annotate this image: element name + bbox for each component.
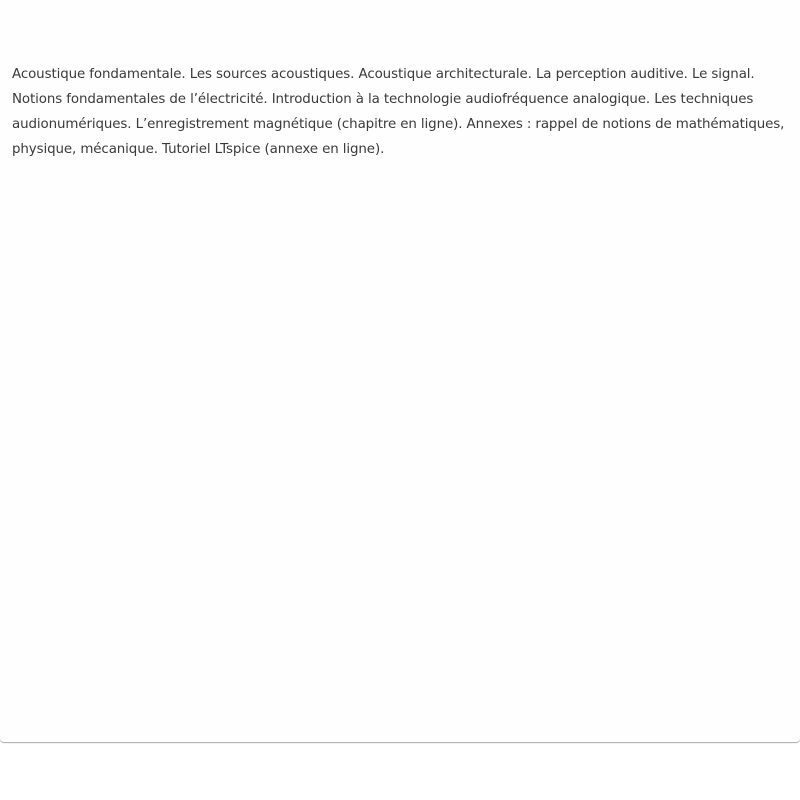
book-description: Acoustique fondamentale. Les sources acoustiques. Acoustique architecturale. La perception auditive. Le signal. Notions fondamentales de l’électricité. Introduction à la technologie audiofréquence analogique. Les techniques audionumériques. L’enregistrement magnétique (chapitre en ligne). Annexes : rappel de notions de mathématiques, physique, mécanique. Tutoriel LTspice (annexe en ligne). [12,67,785,157]
